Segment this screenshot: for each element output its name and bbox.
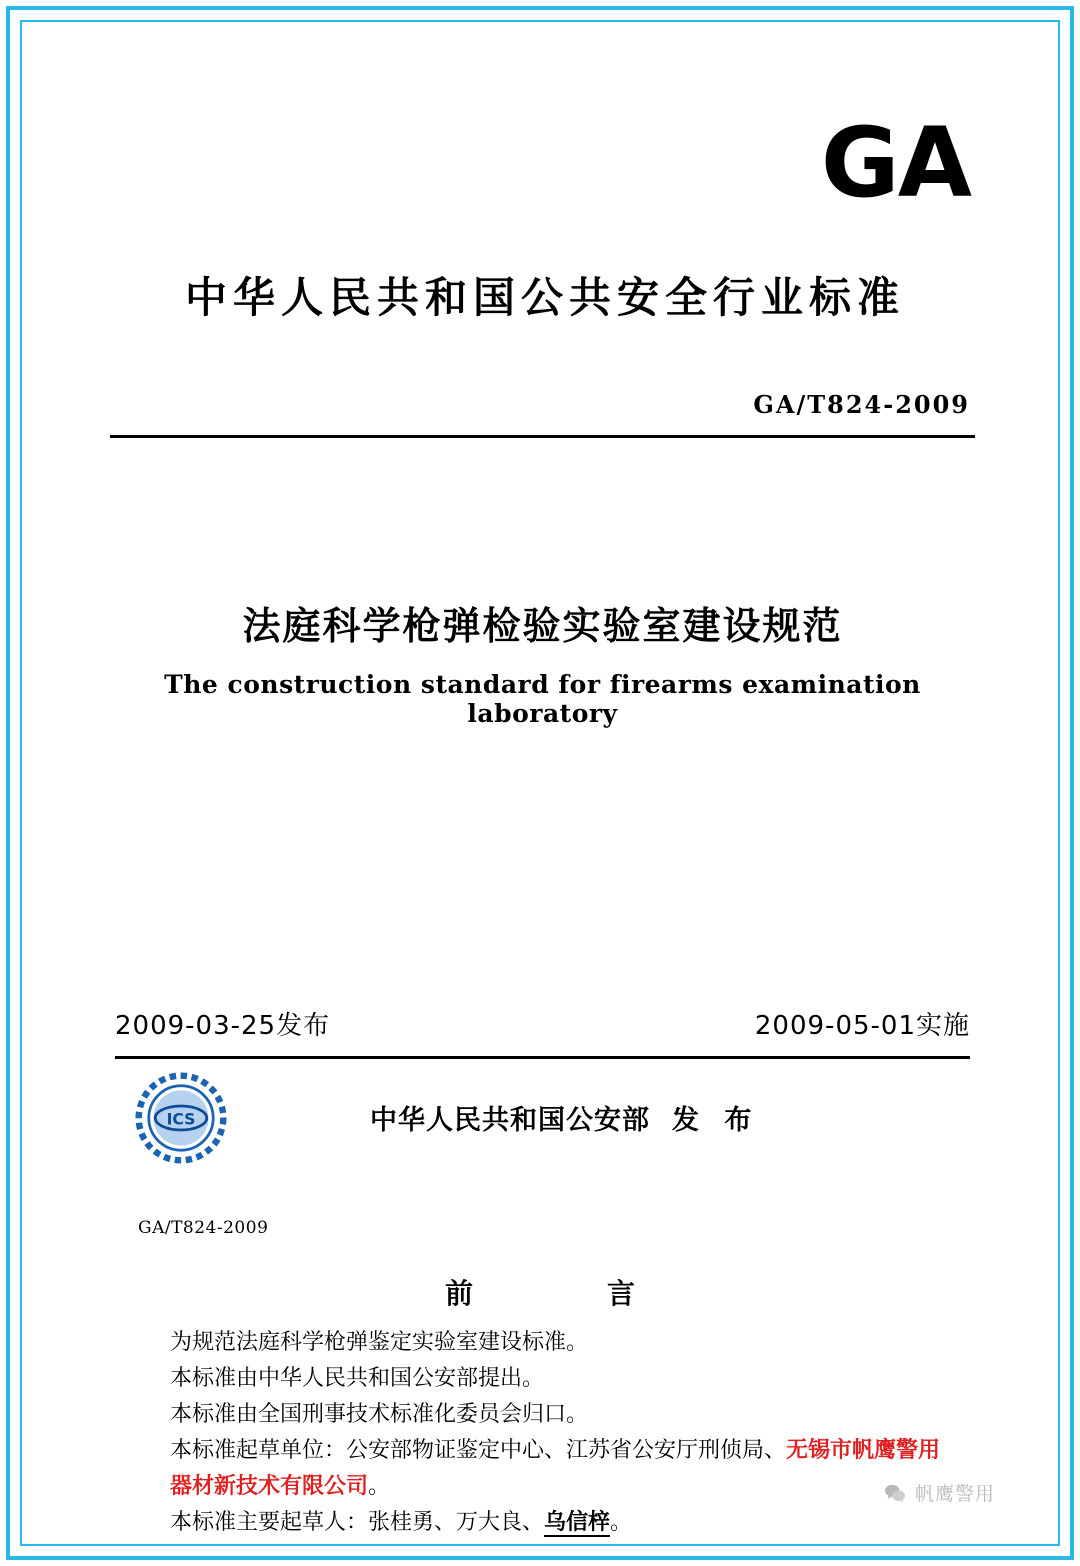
preface-page-header-number: GA/T824-2009	[138, 1218, 269, 1238]
drafting-units-suffix: 。	[368, 1474, 391, 1499]
preface-line: 本标准由中华人民共和国公安部提出。	[170, 1366, 545, 1391]
standard-number: GA/T824-2009	[753, 390, 970, 419]
drafters-prefix: 本标准主要起草人：张桂勇、万大良、	[170, 1510, 545, 1535]
document-title-en: The construction standard for firearms examination laboratory	[164, 670, 921, 728]
issue-date: 2009-03-25发布	[115, 1011, 331, 1041]
publisher-verb: 发 布	[672, 1105, 760, 1136]
drafters-highlight: 乌信梓	[544, 1510, 611, 1535]
preface-body	[170, 1325, 955, 1541]
watermark	[884, 1479, 995, 1506]
preface-line: 为规范法庭科学枪弹鉴定实验室建设标准。	[170, 1330, 589, 1355]
divider-bottom	[115, 1056, 970, 1059]
drafters-line	[170, 1505, 955, 1541]
drafters-suffix: 。	[610, 1510, 633, 1535]
svg-text:ICS: ICS	[166, 1109, 196, 1129]
divider-top	[110, 435, 975, 438]
document-title-cn: 法庭科学枪弹检验实验室建设规范	[242, 604, 843, 648]
series-title: 中华人民共和国公共安全行业标准	[184, 273, 905, 322]
wechat-icon	[884, 1483, 906, 1503]
page-content	[30, 30, 1050, 1536]
drafting-units-prefix: 本标准起草单位：公安部物证鉴定中心、江苏省公安厅刑侦局、	[170, 1438, 787, 1463]
date-row	[115, 1005, 970, 1045]
publisher	[370, 1098, 759, 1137]
preface-heading: 前 言	[444, 1277, 661, 1310]
ga-mark: GA	[820, 107, 970, 219]
publisher-name: 中华人民共和国公安部	[370, 1105, 650, 1136]
effective-date: 2009-05-01实施	[754, 1011, 970, 1041]
national-standard-emblem-icon	[135, 1072, 227, 1164]
drafting-units-highlight: 无锡市帆鹰警用器材新技术有限公司	[170, 1438, 941, 1499]
drafting-units-line	[170, 1433, 955, 1505]
preface-line: 本标准由全国刑事技术标准化委员会归口。	[170, 1402, 589, 1427]
watermark-label: 帆鹰警用	[914, 1483, 995, 1505]
